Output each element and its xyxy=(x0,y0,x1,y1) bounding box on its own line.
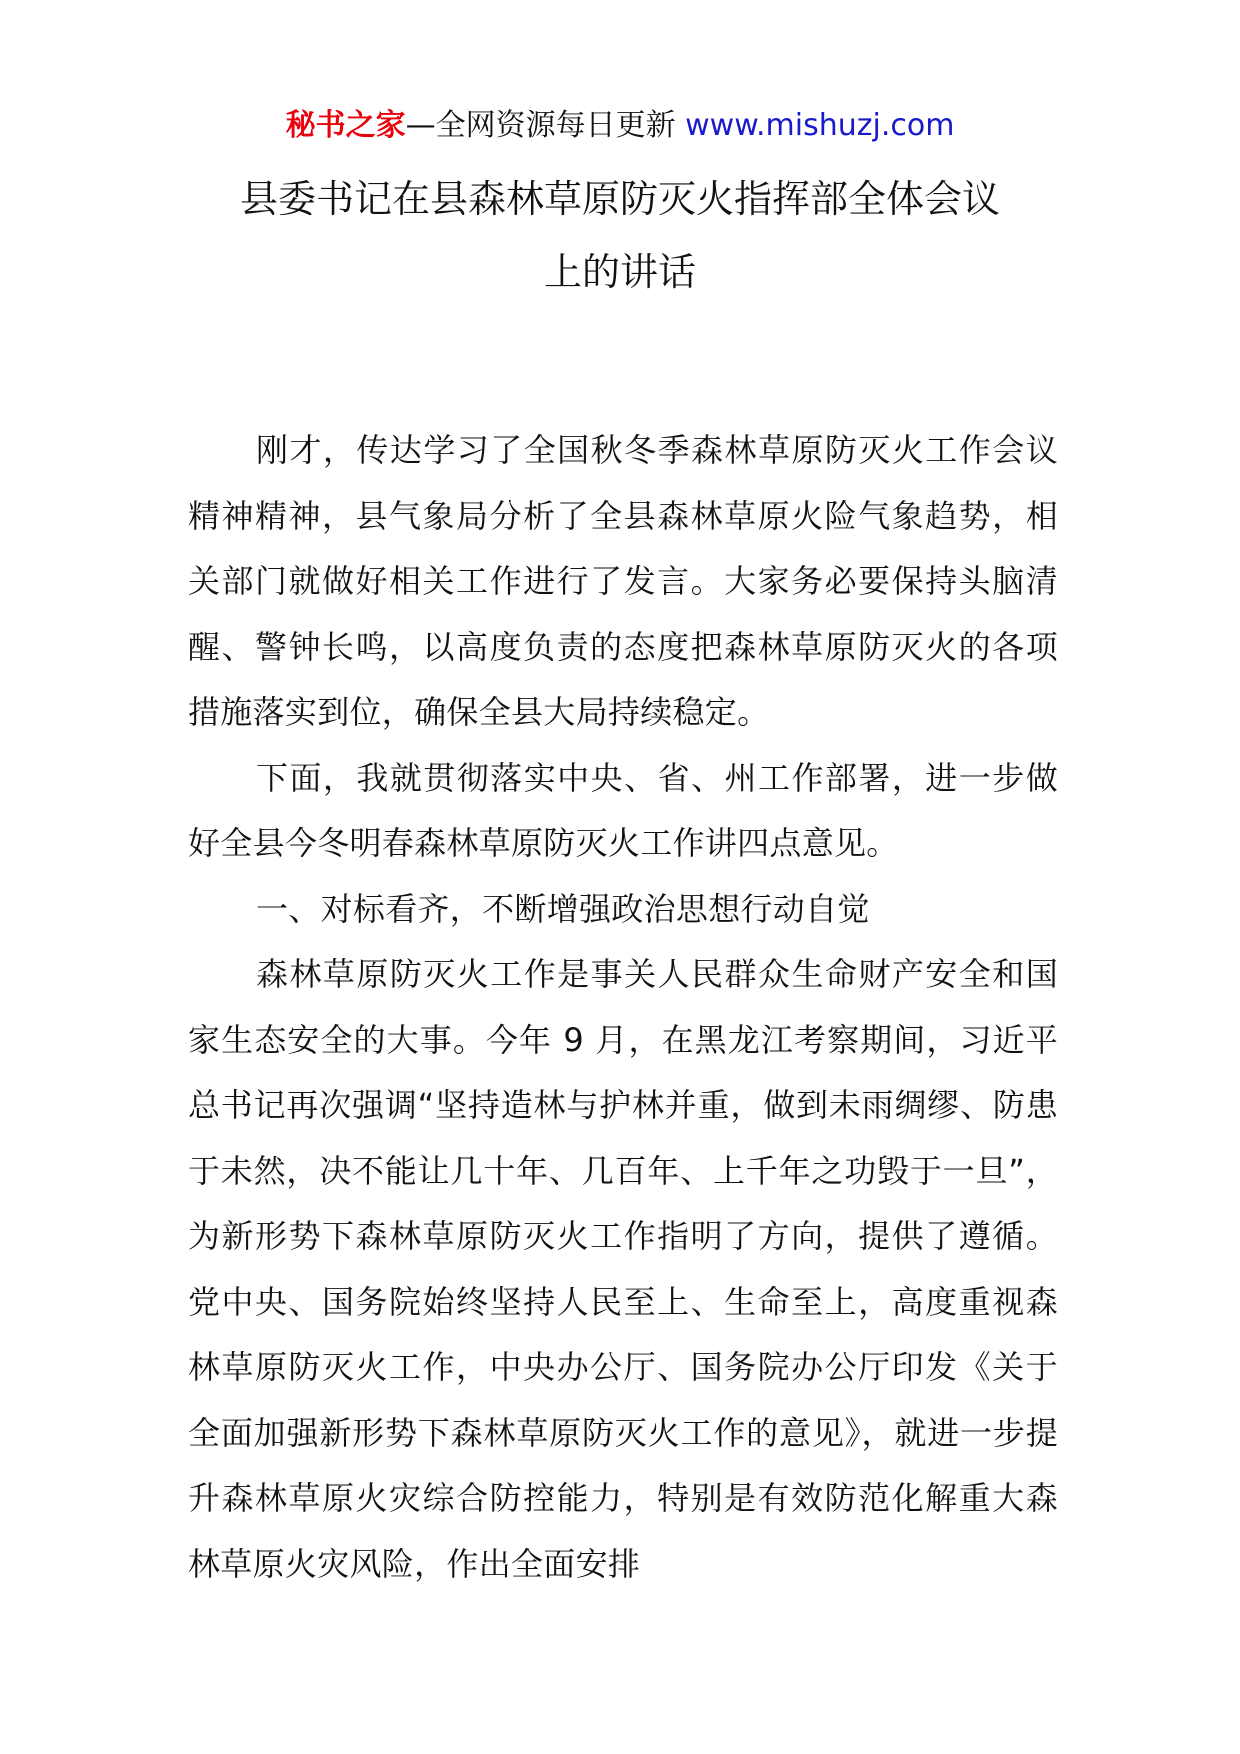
site-header xyxy=(0,104,1240,148)
paragraph-section-1: 森林草原防灭火工作是事关人民群众生命财产安全和国家生态安全的大事。今年 9 月，在黑龙江考察期间，习近平总书记再次强调“坚持造林与护林并重，做到未雨绸缪、防患于未然，决不能让几十年、几百年、上千年之功毁于一旦”，为新形势下森林草原防灭火工作指明了方向，提供了遵循。党中央、国务院始终坚持人民至上、生命至上，高度重视森林草原防灭火工作，中央办公厅、国务院办公厅印发《关于全面加强新形势下森林草原防灭火工作的意见》，就进一步提升森林草原火灾综合防控能力，特别是有效防范化解重大森林草原火灾风险，作出全面安排 xyxy=(188,955,1058,1583)
brand-name: 秘书之家 xyxy=(285,108,406,143)
section-heading-1: 一、对标看齐，不断增强政治思想行动自觉 xyxy=(256,889,870,928)
title-line-1: 县委书记在县森林草原防灭火指挥部全体会议 xyxy=(239,177,1000,221)
site-url-link[interactable]: www.mishuzj.com xyxy=(685,108,955,143)
title-line-2: 上的讲话 xyxy=(543,250,696,294)
paragraph-intro: 下面，我就贯彻落实中央、省、州工作部署，进一步做好全县今冬明春森林草原防灭火工作讲四点意见。 xyxy=(188,758,1058,862)
paragraph-opening: 刚才，传达学习了全国秋冬季森林草原防灭火工作会议精神精神，县气象局分析了全县森林草原火险气象趋势，相关部门就做好相关工作进行了发言。大家务必要保持头脑清醒、警钟长鸣，以高度负责的态度把森林草原防灭火的各项措施落实到位，确保全县大局持续稳定。 xyxy=(188,431,1058,731)
header-slogan: —全网资源每日更新 xyxy=(405,108,676,143)
document-body xyxy=(188,418,1058,1597)
document-title xyxy=(150,163,1090,309)
